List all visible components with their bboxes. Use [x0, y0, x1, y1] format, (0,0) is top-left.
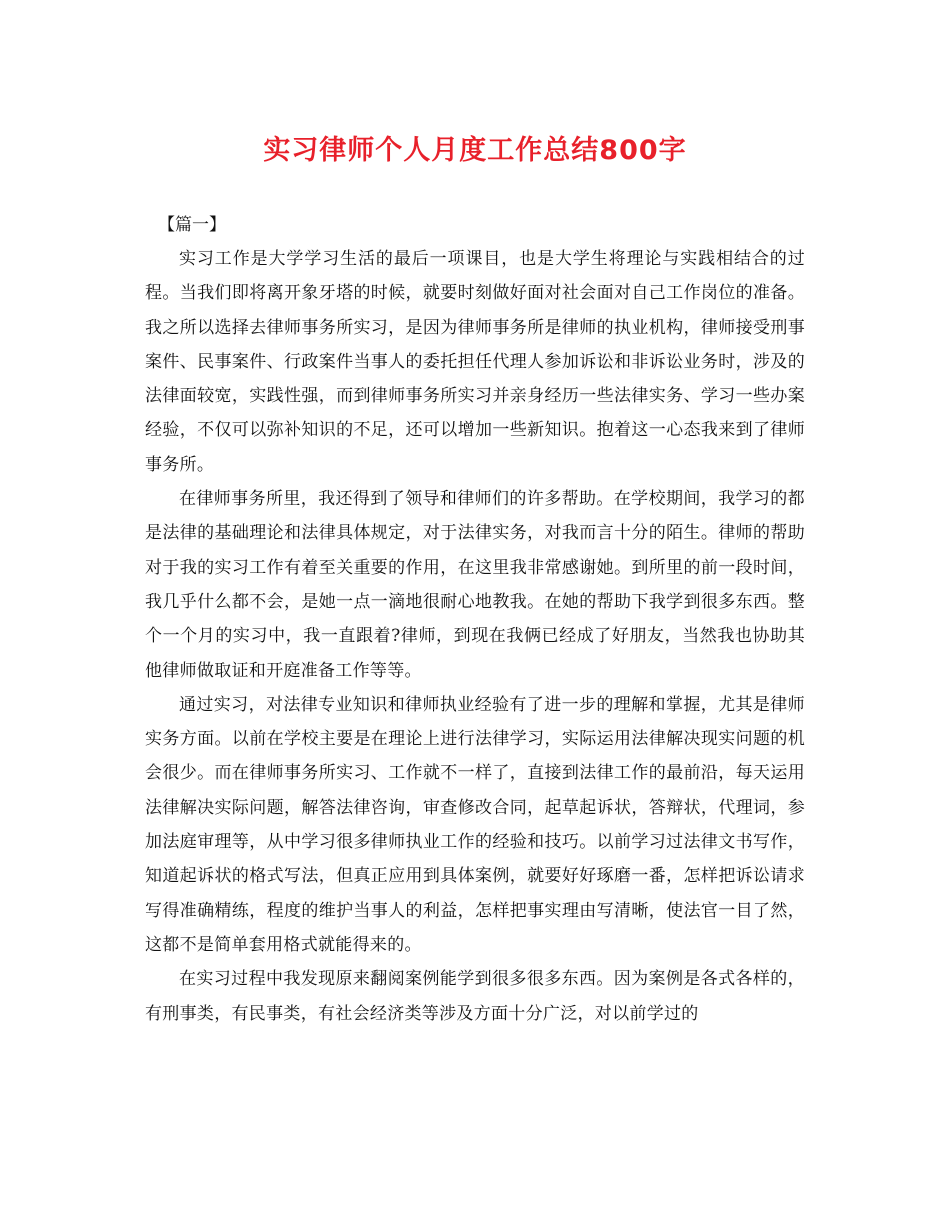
- paragraph-1: 实习工作是大学学习生活的最后一项课目，也是大学生将理论与实践相结合的过程。当我们即将离开象牙塔的时候，就要时刻做好面对社会面对自己工作岗位的准备。我之所以选择去律师事务所实习，是因为律师事务所是律师的执业机构，律师接受刑事案件、民事案件、行政案件当事人的委托担任代理人参加诉讼和非诉讼业务时，涉及的法律面较宽，实践性强，而到律师事务所实习并亲身经历一些法律实务、学习一些办案经验，不仅可以弥补知识的不足，还可以增加一些新知识。抱着这一心态我来到了律师事务所。: [145, 249, 805, 475]
- paragraph-3: 通过实习，对法律专业知识和律师执业经验有了进一步的理解和掌握，尤其是律师实务方面。以前在学校主要是在理论上进行法律学习，实际运用法律解决现实问题的机会很少。而在律师事务所实习、工作就不一样了，直接到法律工作的最前沿，每天运用法律解决实际问题，解答法律咨询，审查修改合同，起草起诉状，答辩状，代理词，参加法庭审理等，从中学习很多律师执业工作的经验和技巧。以前学习过法律文书写作，知道起诉状的格式写法，但真正应用到具体案例，就要好好琢磨一番，怎样把诉讼请求写得准确精练，程度的维护当事人的利益，怎样把事实理由写清晰，使法官一目了然，这都不是简单套用格式就能得来的。: [145, 694, 805, 955]
- paragraph-2: 在律师事务所里，我还得到了领导和律师们的许多帮助。在学校期间，我学习的都是法律的基础理论和法律具体规定，对于法律实务，对我而言十分的陌生。律师的帮助对于我的实习工作有着至关重要的作用，在这里我非常感谢她。到所里的前一段时间，我几乎什么都不会，是她一点一滴地很耐心地教我。在她的帮助下我学到很多东西。整个一个月的实习中，我一直跟着?律师，到现在我俩已经成了好朋友，当然我也协助其他律师做取证和开庭准备工作等等。: [145, 489, 805, 681]
- section-label: 【篇一】: [158, 215, 226, 235]
- paragraph-4: 在实习过程中我发现原来翻阅案例能学到很多很多东西。因为案例是各式各样的，有刑事类，有民事类，有社会经济类等涉及方面十分广泛，对以前学过的: [145, 969, 805, 1024]
- document-body: [145, 208, 805, 1031]
- document-title: 实习律师个人月度工作总结800字: [263, 135, 687, 166]
